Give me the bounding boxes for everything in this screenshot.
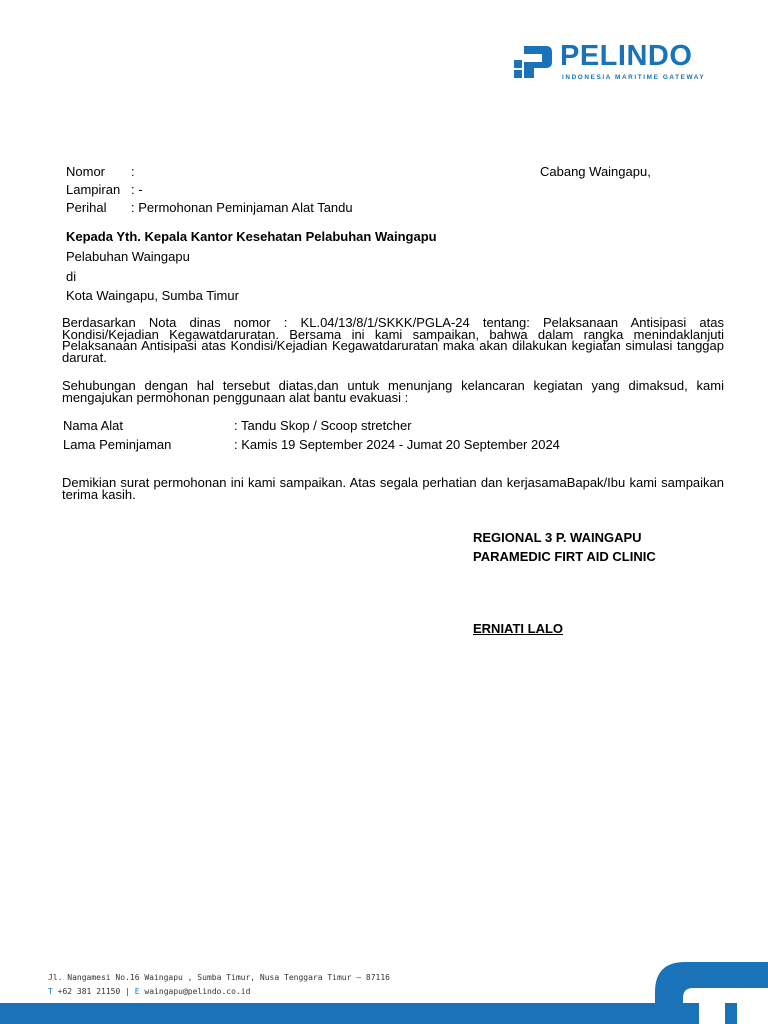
recipient-line3: di: [66, 269, 77, 284]
footer-address: Jl. Nangamesi No.16 Waingapu , Sumba Timur, Nusa Tenggara Timur – 87116: [48, 973, 390, 982]
nomor-value: :: [131, 164, 135, 179]
signature-name: ERNIATI LALO: [473, 621, 564, 636]
phone-label: T: [48, 987, 53, 996]
pelindo-logo: [514, 42, 724, 86]
item-label-lama-peminjaman: Lama Peminjaman: [63, 437, 172, 452]
signature-org-line2: PARAMEDIC FIRT AID CLINIC: [473, 549, 656, 564]
pelindo-mark-icon: [514, 42, 554, 82]
nomor-label: Nomor: [66, 164, 106, 179]
footer-contact: [48, 987, 250, 996]
body-paragraph-1: Berdasarkan Nota dinas nomor : KL.04/13/8/1/SKKK/PGLA-24 tentang: Pelaksanaan Antisipasi atas Kondisi/Kejadian Kegawatdaruratan. Bersama ini kami sampaikan, bahwa dalam rangka menindaklanjuti Pelaksanaan Antisipasi atas Kondisi/Kejadian Kegawatdaruratan maka akan dilakukan kegiatan simulasi tanggap darurat.: [62, 315, 724, 365]
recipient-line4: Kota Waingapu, Sumba Timur: [66, 288, 239, 303]
logo-tagline: INDONESIA MARITIME GATEWAY: [562, 74, 706, 81]
recipient-line1: Kepada Yth. Kepala Kantor Kesehatan Pelabuhan Waingapu: [66, 229, 437, 244]
lampiran-value: : -: [131, 182, 143, 197]
signature-org-line1: REGIONAL 3 P. WAINGAPU: [473, 530, 642, 545]
email-address: waingapu@pelindo.co.id: [144, 987, 251, 996]
footer-separator: |: [125, 987, 130, 996]
footer-bar: [0, 1003, 768, 1024]
lampiran-label: Lampiran: [66, 182, 121, 197]
perihal-value: : Permohonan Peminjaman Alat Tandu: [131, 200, 353, 215]
footer-logo-mark-icon: [655, 958, 768, 1024]
item-value-lama-peminjaman: : Kamis 19 September 2024 - Jumat 20 September 2024: [234, 437, 560, 452]
perihal-label: Perihal: [66, 200, 107, 215]
item-label-nama-alat: Nama Alat: [63, 418, 123, 433]
place-date: Cabang Waingapu,: [540, 164, 651, 179]
logo-wordmark: PELINDO: [560, 40, 693, 72]
phone-number: +62 381 21150: [57, 987, 121, 996]
closing-paragraph: Demikian surat permohonan ini kami sampaikan. Atas segala perhatian dan kerjasamaBapak/Ibu kami sampaikan terima kasih.: [62, 475, 724, 502]
body-paragraph-2: Sehubungan dengan hal tersebut diatas,dan untuk menunjang kelancaran kegiatan yang dimaksud, kami mengajukan permohonan penggunaan alat bantu evakuasi :: [62, 378, 724, 405]
email-label: E: [134, 987, 140, 996]
recipient-line2: Pelabuhan Waingapu: [66, 249, 190, 264]
item-value-nama-alat: : Tandu Skop / Scoop stretcher: [234, 418, 412, 433]
